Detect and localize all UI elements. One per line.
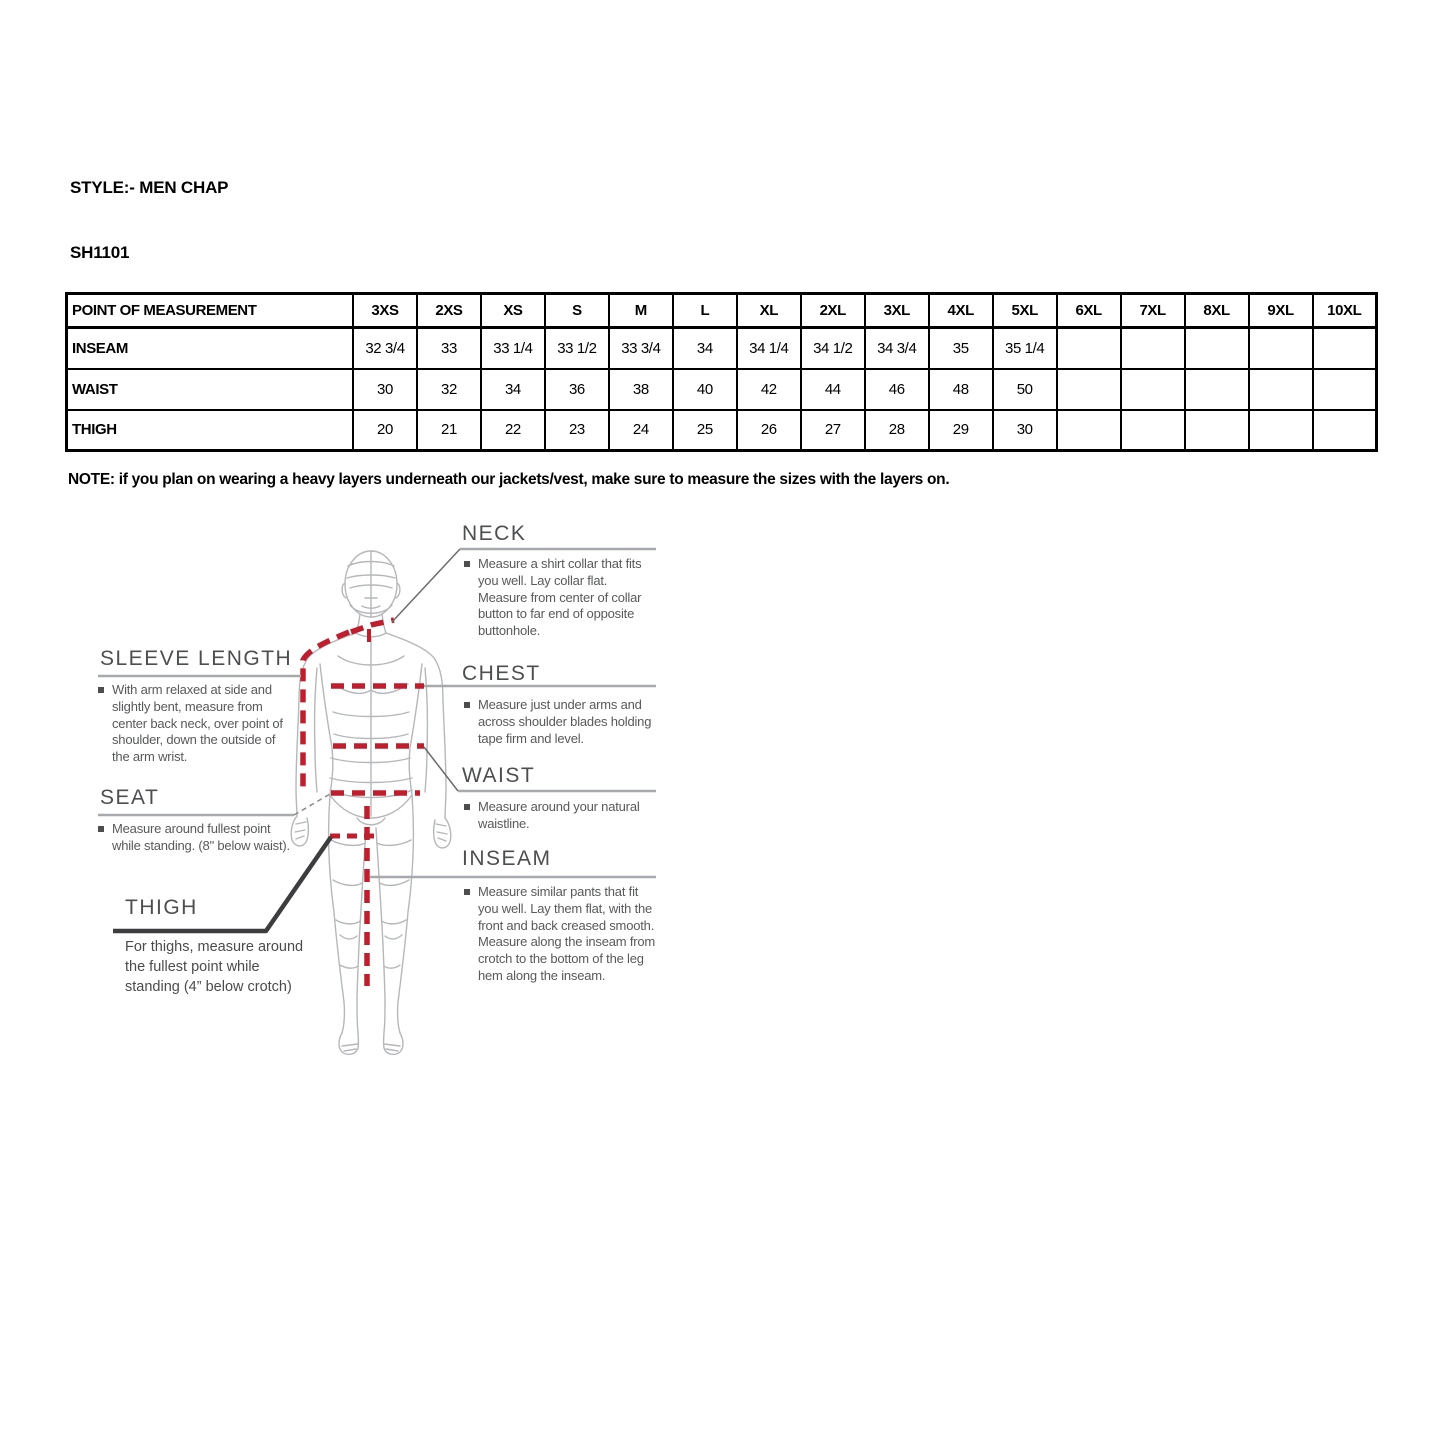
bullet-square-icon	[464, 561, 470, 567]
size-value-cell: 35	[929, 328, 993, 369]
size-value-cell: 34 3/4	[865, 328, 929, 369]
col-header-size: M	[609, 294, 673, 328]
col-header-size: XS	[481, 294, 545, 328]
inseam-label: INSEAM	[462, 847, 552, 870]
size-value-cell: 25	[673, 410, 737, 451]
bullet-square-icon	[98, 826, 104, 832]
size-value-cell	[1313, 410, 1377, 451]
size-value-cell	[1121, 328, 1185, 369]
col-header-size: S	[545, 294, 609, 328]
size-value-cell: 30	[353, 369, 417, 410]
table-row	[67, 328, 1377, 369]
size-value-cell: 32 3/4	[353, 328, 417, 369]
inseam-description: Measure similar pants that fit you well. Lay them flat, with the front and back creased smooth. Measure along the inseam from crotch to the bottom of the leg hem along the inseam.	[462, 884, 658, 985]
size-value-cell	[1185, 369, 1249, 410]
size-value-cell: 46	[865, 369, 929, 410]
size-value-cell: 27	[801, 410, 865, 451]
bullet-square-icon	[464, 702, 470, 708]
size-value-cell: 50	[993, 369, 1057, 410]
size-table-body	[67, 328, 1377, 451]
bullet-square-icon	[464, 889, 470, 895]
size-value-cell: 36	[545, 369, 609, 410]
col-header-size: 2XS	[417, 294, 481, 328]
size-value-cell: 24	[609, 410, 673, 451]
row-label: WAIST	[67, 369, 354, 410]
note-text: NOTE: if you plan on wearing a heavy layers underneath our jackets/vest, make sure to measure the sizes with the layers on.	[68, 471, 950, 488]
col-header-size: 5XL	[993, 294, 1057, 328]
col-header-size: 3XL	[865, 294, 929, 328]
size-value-cell: 33 1/2	[545, 328, 609, 369]
neck-label: NECK	[462, 522, 527, 545]
col-header-size: 7XL	[1121, 294, 1185, 328]
size-value-cell: 33	[417, 328, 481, 369]
size-value-cell	[1057, 369, 1121, 410]
chest-label: CHEST	[462, 662, 541, 685]
size-value-cell	[1185, 410, 1249, 451]
size-value-cell: 34 1/4	[737, 328, 801, 369]
bullet-square-icon	[464, 804, 470, 810]
size-table	[65, 292, 1378, 452]
size-value-cell	[1121, 410, 1185, 451]
size-value-cell: 34	[673, 328, 737, 369]
col-header-size: 6XL	[1057, 294, 1121, 328]
size-value-cell: 30	[993, 410, 1057, 451]
col-header-size: 10XL	[1313, 294, 1377, 328]
size-value-cell: 20	[353, 410, 417, 451]
size-value-cell: 33 1/4	[481, 328, 545, 369]
neck-connector	[392, 549, 460, 622]
size-value-cell: 26	[737, 410, 801, 451]
table-row	[67, 369, 1377, 410]
chest-description: Measure just under arms and across shoulder blades holding tape firm and level.	[462, 697, 654, 747]
sleeve-length-description: With arm relaxed at side and slightly bent, measure from center back neck, over point of shoulder, down the outside of the arm wrist.	[96, 682, 292, 766]
seat-description: Measure around fullest point while standing. (8" below waist).	[96, 821, 292, 855]
size-value-cell: 34 1/2	[801, 328, 865, 369]
size-value-cell: 48	[929, 369, 993, 410]
size-value-cell: 44	[801, 369, 865, 410]
style-title: STYLE:- MEN CHAP	[70, 178, 229, 197]
col-header-size: L	[673, 294, 737, 328]
neck-measure-line	[351, 620, 394, 632]
size-table-header-row	[67, 294, 1377, 328]
thigh-description: For thighs, measure around the fullest point while standing (4” below crotch)	[125, 939, 304, 995]
size-value-cell	[1313, 328, 1377, 369]
size-value-cell	[1249, 369, 1313, 410]
col-header-size: 9XL	[1249, 294, 1313, 328]
size-value-cell: 34	[481, 369, 545, 410]
size-value-cell	[1249, 328, 1313, 369]
size-value-cell: 21	[417, 410, 481, 451]
size-value-cell: 35 1/4	[993, 328, 1057, 369]
product-code: SH1101	[70, 243, 130, 262]
waist-connector	[424, 747, 458, 791]
sleeve-length-label: SLEEVE LENGTH	[100, 647, 293, 670]
size-value-cell: 29	[929, 410, 993, 451]
size-table-wrap	[65, 292, 1378, 452]
size-value-cell: 42	[737, 369, 801, 410]
size-value-cell	[1057, 328, 1121, 369]
size-value-cell	[1313, 369, 1377, 410]
size-value-cell: 33 3/4	[609, 328, 673, 369]
size-value-cell: 28	[865, 410, 929, 451]
size-value-cell	[1185, 328, 1249, 369]
measurement-dash-lines	[303, 620, 424, 986]
table-row	[67, 410, 1377, 451]
size-value-cell: 32	[417, 369, 481, 410]
seat-connector	[294, 794, 330, 815]
size-value-cell	[1121, 369, 1185, 410]
col-header-size: 3XS	[353, 294, 417, 328]
sleeve-measure-line	[303, 632, 349, 790]
size-value-cell	[1057, 410, 1121, 451]
size-value-cell	[1249, 410, 1313, 451]
row-label: THIGH	[67, 410, 354, 451]
size-value-cell: 22	[481, 410, 545, 451]
waist-label: WAIST	[462, 764, 536, 787]
bullet-square-icon	[98, 687, 104, 693]
size-value-cell: 40	[673, 369, 737, 410]
size-value-cell: 38	[609, 369, 673, 410]
row-label: INSEAM	[67, 328, 354, 369]
body-wireframe-figure	[291, 551, 451, 1054]
size-value-cell: 23	[545, 410, 609, 451]
col-header-size: XL	[737, 294, 801, 328]
seat-label: SEAT	[100, 786, 160, 809]
col-header-size: 2XL	[801, 294, 865, 328]
col-header-size: 8XL	[1185, 294, 1249, 328]
thigh-label: THIGH	[125, 896, 198, 919]
col-header-size: 4XL	[929, 294, 993, 328]
waist-description: Measure around your natural waistline.	[462, 799, 654, 833]
neck-description: Measure a shirt collar that fits you well. Lay collar flat. Measure from center of collar button to far end of opposite buttonhole.	[462, 556, 654, 640]
col-header-point-of-measurement: POINT OF MEASUREMENT	[67, 294, 354, 328]
